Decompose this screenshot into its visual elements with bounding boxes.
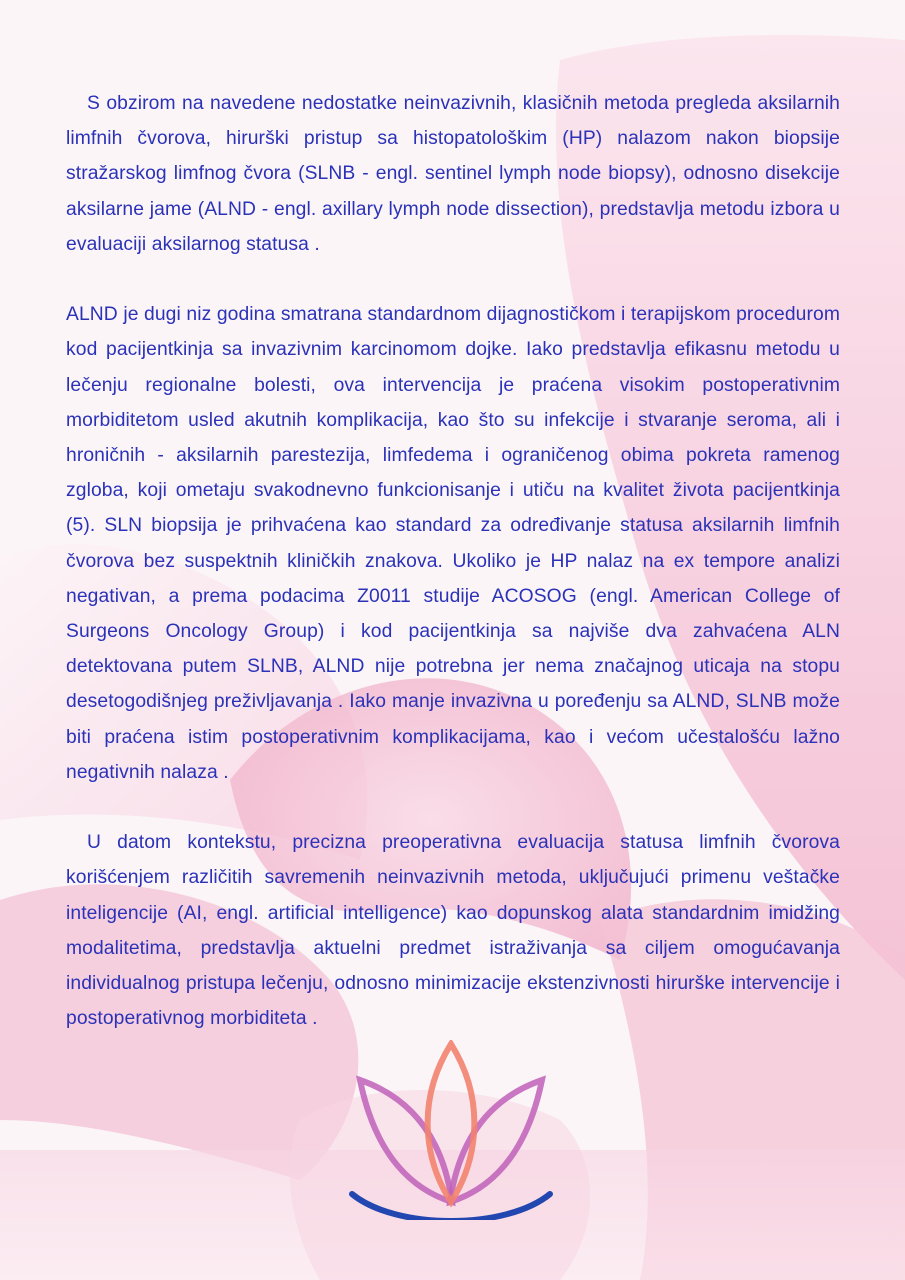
paragraph-3: U datom kontekstu, precizna preoperativna evaluacija statusa limfnih čvorova korišćenjem različitih savremenih neinvazivnih metoda, uključujući primenu veštačke inteligencije (AI, engl. artificial intelligence) kao dopunskog alata standardnim imidžing modalitetima, predstavlja aktuelni predmet istraživanja sa ciljem omogućavanja individualnog pristupa lečenju, odnosno minimizacije ekstenzivnosti hirurške intervencije i postoperativnog morbiditeta .: [66, 832, 840, 1030]
paragraph-2: ALND je dugi niz godina smatrana standardnom dijagnostičkom i terapijskom procedurom kod pacijentkinja sa invazivnim karcinomom dojke. Iako predstavlja efikasnu metodu u lečenju regionalne bolesti, ova intervencija je praćena visokim postoperativnim morbiditetom usled akutnih komplikacija, kao što su infekcije i stvaranje seroma, ali i hroničnih - aksilarnih parestezija, limfedema i ograničenog obima pokreta ramenog zgloba, koji ometaju svakodnevno funkcionisanje i utiču na kvalitet života pacijentkinja (5). SLN biopsija je prihvaćena kao standard za određivanje statusa aksilarnih limfnih čvorova bez suspektnih kliničkih znakova. Ukoliko je HP nalaz na ex tempore analizi negativan, a prema podacima Z0011 studije ACOSOG (engl. American College of Surgeons Oncology Group) i kod pacijentkinja sa najviše dva zahvaćena ALN detektovana putem SLNB, ALND nije potrebna jer nema značajnog uticaja na stopu desetogodišnjeg preživljavanja . Iako manje invazivna u poređenju sa ALND, SLNB može biti praćena istim postoperativnim komplikacijama, kao i većom učestalošću lažno negativnih nalaza .: [66, 304, 840, 783]
body-text: [66, 86, 840, 1072]
paragraph-1: S obzirom na navedene nedostatke neinvazivnih, klasičnih metoda pregleda aksilarnih limfnih čvorova, hirurški pristup sa histopatološkim (HP) nalazom nakon biopsije stražarskog limfnog čvora (SLNB - engl. sentinel lymph node biopsy), odnosno disekcije aksilarne jame (ALND - engl. axillary lymph node dissection), predstavlja metodu izbora u evaluaciji aksilarnog statusa .: [66, 93, 840, 255]
lotus-logo-icon: [346, 1040, 556, 1220]
